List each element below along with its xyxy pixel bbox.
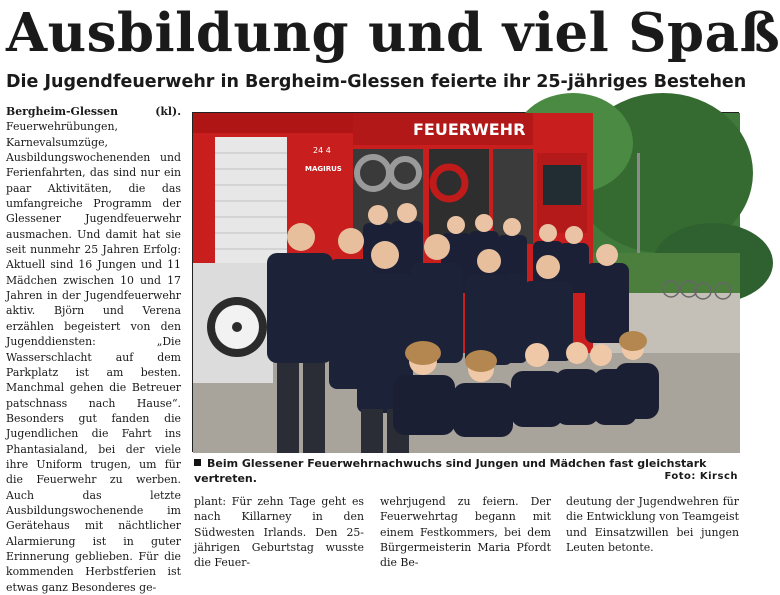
dateline: Bergheim-Glessen (kl). [6,105,181,118]
caption-text: Beim Glessener Feuerwehrnachwuchs sind Jungen und Mädchen fast gleichstark vertreten. [194,457,707,485]
photo-caption [194,456,739,486]
article-column-4: deutung der Jugendwehren für die Entwicklung von Teamgeist und Einsatzwillen bei jungen Leuten betonte. [566,495,739,555]
article-column-2: plant: Für zehn Tage geht es nach Killarney in den Südwesten Irlands. Den 25-jährigen Geburtstag wusste die Feuer- [194,495,364,570]
caption-bullet-icon [194,459,201,466]
group-photo [192,112,739,452]
photo-illustration [193,113,740,453]
article-column-3: wehrjugend zu feiern. Der Feuerwehrtag begann mit einem Festkommers, bei dem Bürgermeisterin Maria Pfordt die Be- [380,495,551,570]
photo-credit: Foto: Kirsch [664,471,738,482]
truck-lettering: FEUERWEHR [413,120,526,139]
headline: Ausbildung und viel Spaß [6,2,780,64]
truck-side-code: 24 4 [313,146,331,155]
body-text-1: Feuerwehrübungen, Karnevalsumzüge, Ausbildungswochenenden und Ferienfahrten, das sind nur ein paar Aktivitäten, die das umfangreiche Programm der Glessener Jugendfeuerwehr ausmachen. Und damit hat sie seit nunmehr 25 Jahren Erfolg: Aktuell sind 16 Jungen und 11 Mädchen zwischen 10 und 17 Jahren in der Jugendfeuerwehr aktiv. Björn und Verena erzählen begeistert von den Jugenddiensten: „Die Wasserschlacht auf dem Parkplatz ist am besten. Manchmal gehen die Betreuer patschnass nach Hause“. Besonders gut fanden die Jugendlichen die Fahrt ins Phantasialand, bei der viele ihre Uniform trugen, um für die Feuerwehr zu werben. Auch das letzte Ausbildungswochenende im Gerätehaus mit nächtlicher Alarmierung ist in guter Erinnerung geblieben. Für die kommenden Herbstferien ist etwas ganz Besonderes ge- [6,120,181,594]
article-column-1 [6,104,181,594]
truck-brand: MAGIRUS [305,165,342,173]
subheadline: Die Jugendfeuerwehr in Bergheim-Glessen feierte ihr 25-jähriges Bestehen [6,72,747,92]
